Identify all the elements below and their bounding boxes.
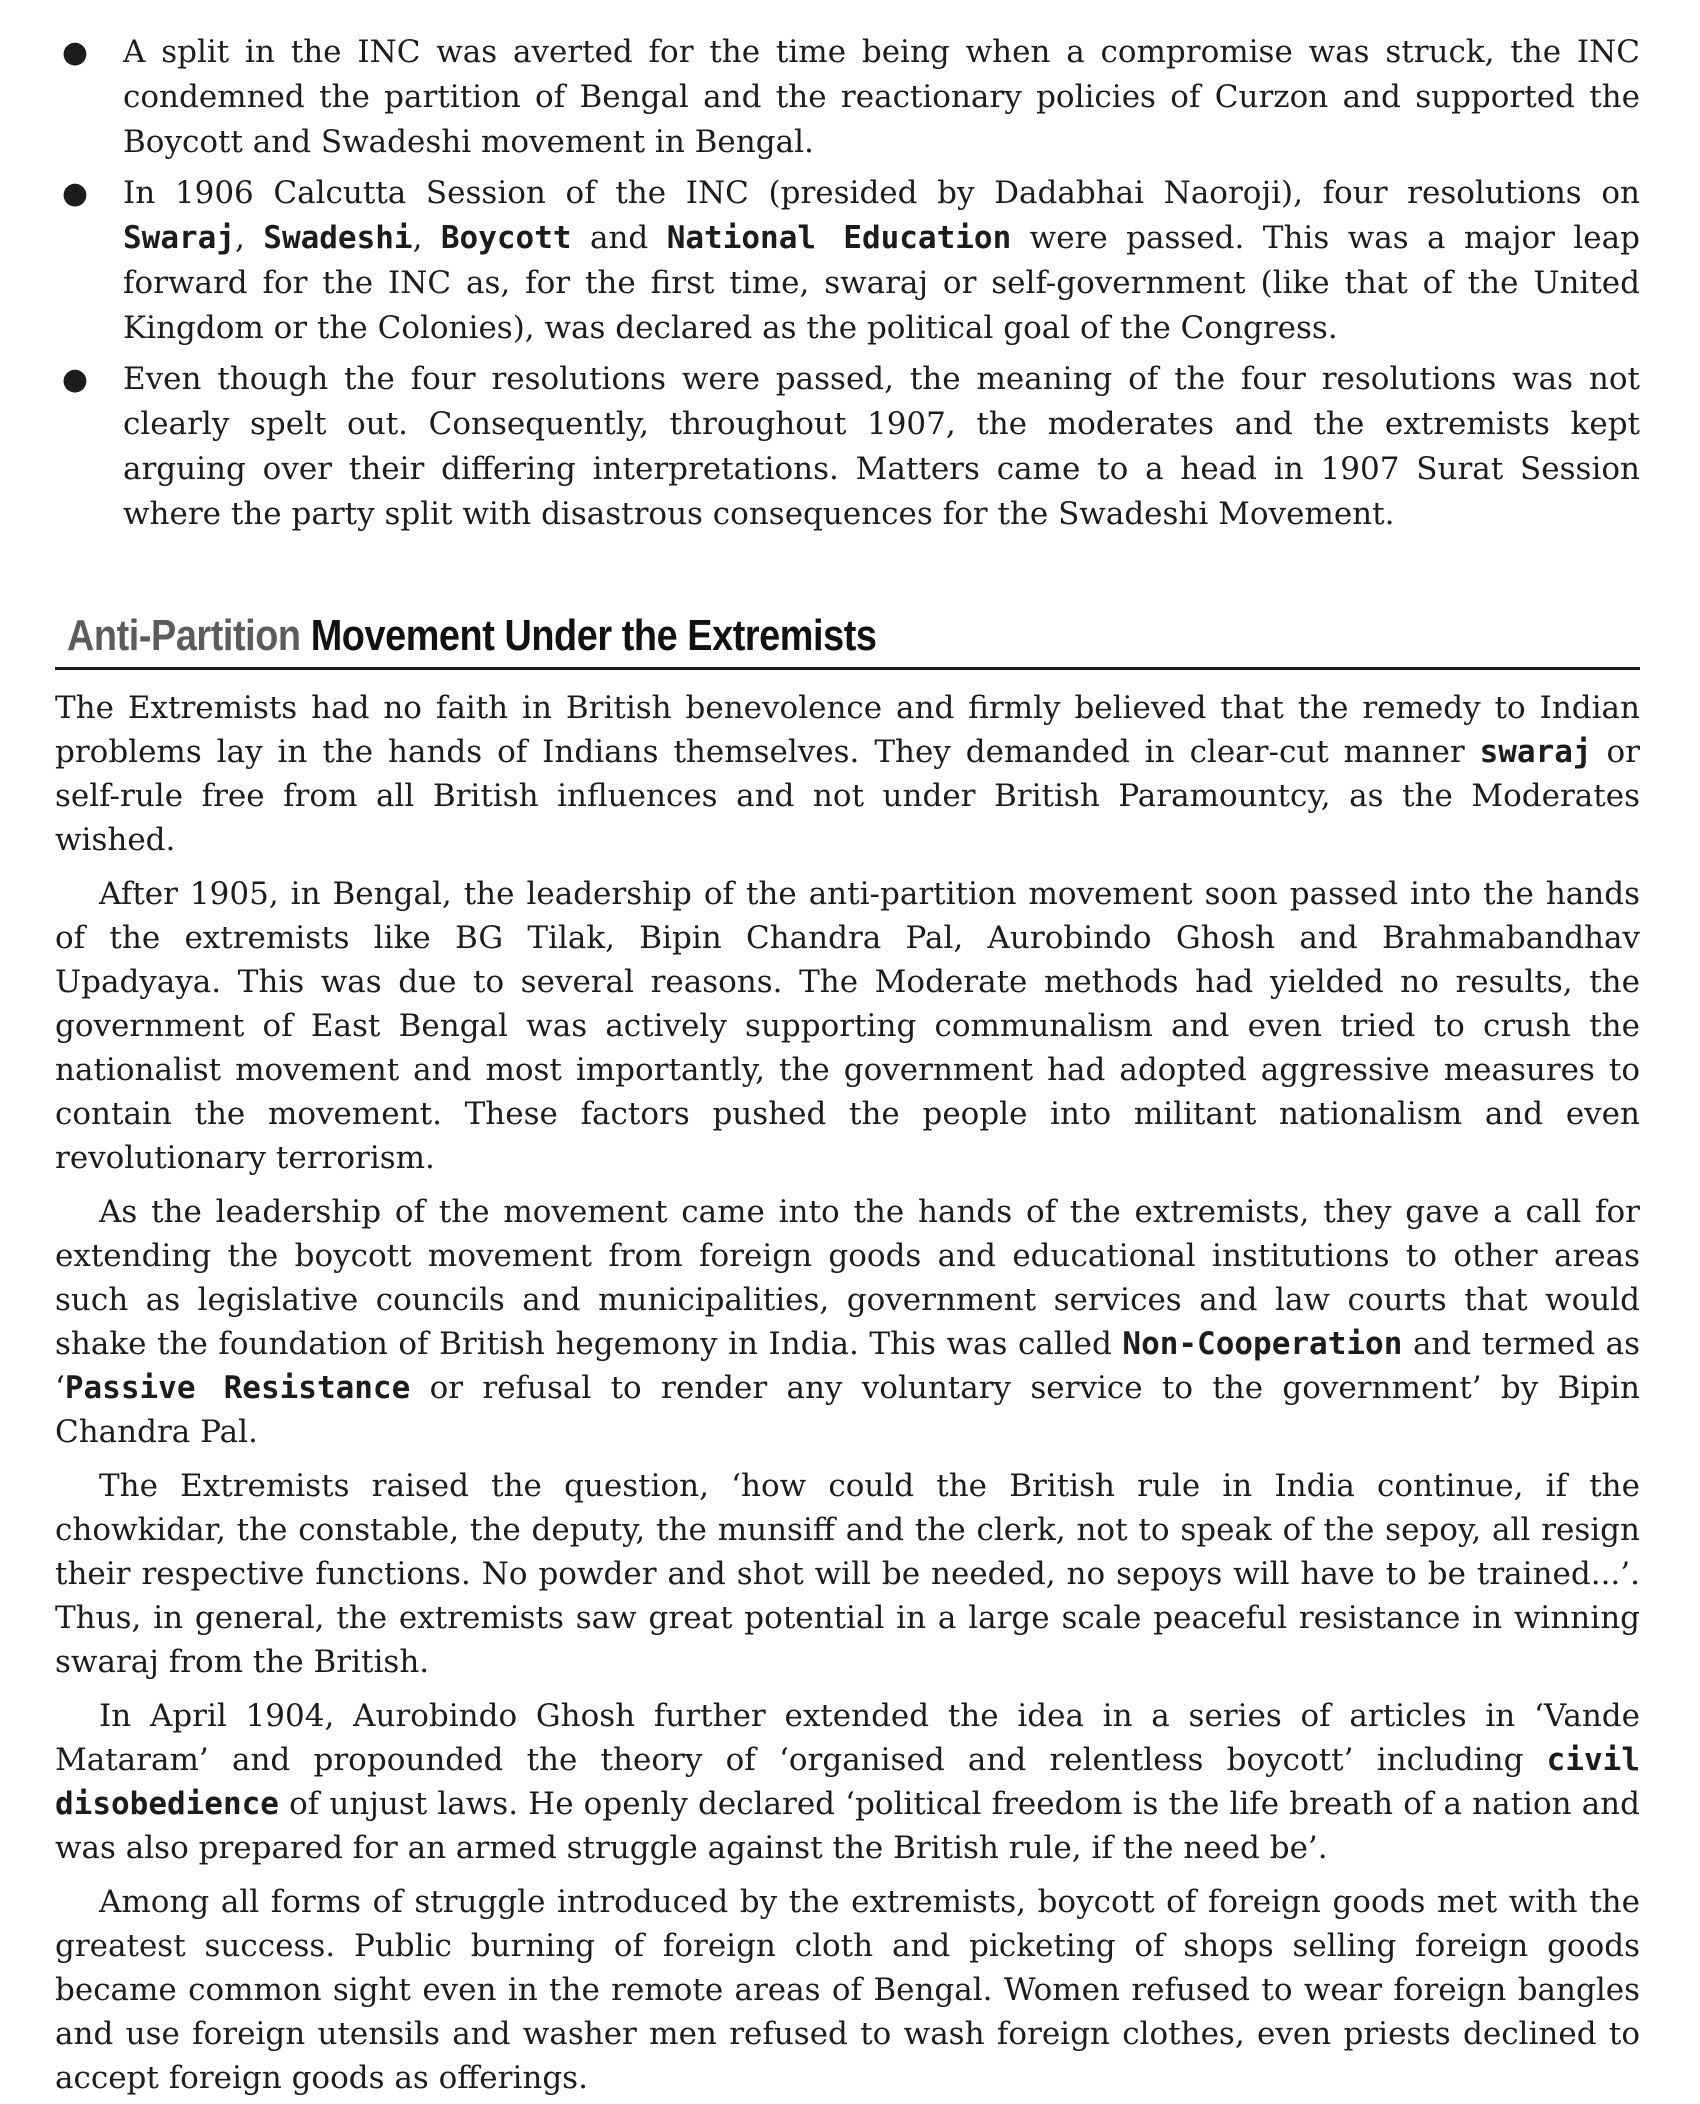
bold-term: Passive Resistance (64, 1370, 411, 1406)
body-paragraph: Among all forms of struggle introduced by the extremists, boycott of foreign goods met with the greatest success. Public burning of foreign cloth and picketing of shops selling foreign goods became common sight even in the remote areas of Bengal. Women refused to wear foreign bangles and use foreign utensils and washer men refused to wash foreign clothes, even priests declined to accept foreign goods as offerings. (55, 1884, 1640, 2096)
bold-term: Swaraj (123, 220, 235, 256)
bullet-dot-icon: ● (61, 362, 89, 397)
bold-term: swaraj (1479, 734, 1592, 770)
section-title-part1: Anti-Partition (67, 611, 301, 660)
body-paragraph: As the leadership of the movement came into the hands of the extremists, they gave a call for extending the boycott movement from foreign goods and educational institutions to other areas such as legislative councils and municipalities, government services and law courts that would shake the foundation of British hegemony in India. This was called Non-Cooperation and termed as ‘Passive Resistance or refusal to render any voluntary service to the government’ by Bipin Chandra Pal. (55, 1194, 1641, 1450)
bold-term: Boycott (440, 220, 572, 256)
section-heading (55, 609, 1640, 663)
section-title-part2: Movement Under the Extremists (300, 611, 877, 660)
bullet-item (55, 30, 1640, 165)
body-paragraph: After 1905, in Bengal, the leadership of the anti-partition movement soon passed into the hands of the extremists like BG Tilak, Bipin Chandra Pal, Aurobindo Ghosh and Brahmabandhav Upadyaya. This was due to several reasons. The Moderate methods had yielded no results, the government of East Bengal was actively supporting communalism and even tried to crush the nationalist movement and most importantly, the government had adopted aggressive measures to contain the movement. These factors pushed the people into militant nationalism and even revolutionary terrorism. (55, 876, 1640, 1176)
section-divider (55, 667, 1640, 670)
bold-term: National Education (666, 220, 1012, 256)
bold-term: civil disobedience (55, 1742, 1640, 1822)
body-paragraph: The Extremists raised the question, ‘how could the British rule in India continue, if the chowkidar, the constable, the deputy, the munsiff and the clerk, not to speak of the sepoy, all resign their respective functions. No powder and shot will be needed, no sepoys will have to be trained...’. Thus, in general, the extremists saw great potential in a large scale peaceful resistance in winning swaraj from the British. (55, 1468, 1640, 1680)
bullet-text: A split in the INC was averted for the time being when a compromise was struck, the INC condemned the partition of Bengal and the reactionary policies of Curzon and supported the Boycott and Swadeshi movement in Bengal. (123, 34, 1640, 160)
bullet-text: In 1906 Calcutta Session of the INC (presided by Dadabhai Naoroji), four resolutions on Swaraj, Swadeshi, Boycott and National Education were passed. This was a major leap forward for the INC as, for the first time, swaraj or self-government (like that of the United Kingdom or the Colonies), was declared as the political goal of the Congress. (123, 175, 1640, 346)
bullet-list (55, 30, 1640, 537)
bold-term: Non-Cooperation (1122, 1326, 1403, 1362)
section-title (67, 609, 876, 663)
bullet-dot-icon: ● (61, 35, 89, 70)
body-paragraph: In April 1904, Aurobindo Ghosh further extended the idea in a series of articles in ‘Vande Mataram’ and propounded the theory of ‘organised and relentless boycott’ including civil disobedience of unjust laws. He openly declared ‘political freedom is the life breath of a nation and was also prepared for an armed struggle against the British rule, if the need be’. (55, 1698, 1640, 1866)
body-paragraph: The Extremists had no faith in British benevolence and firmly believed that the remedy to Indian problems lay in the hands of Indians themselves. They demanded in clear-cut manner swaraj or self-rule free from all British influences and not under British Paramountcy, as the Moderates wished. (55, 690, 1640, 858)
bold-term: Swadeshi (263, 220, 413, 256)
bullet-text: Even though the four resolutions were passed, the meaning of the four resolutions was not clearly spelt out. Consequently, throughout 1907, the moderates and the extremists kept arguing over their differing interpretations. Matters came to a head in 1907 Surat Session where the party split with disastrous consequences for the Swadeshi Movement. (123, 361, 1640, 532)
bullet-item (55, 171, 1640, 351)
bullet-item (55, 357, 1640, 537)
bullet-dot-icon: ● (61, 176, 89, 211)
